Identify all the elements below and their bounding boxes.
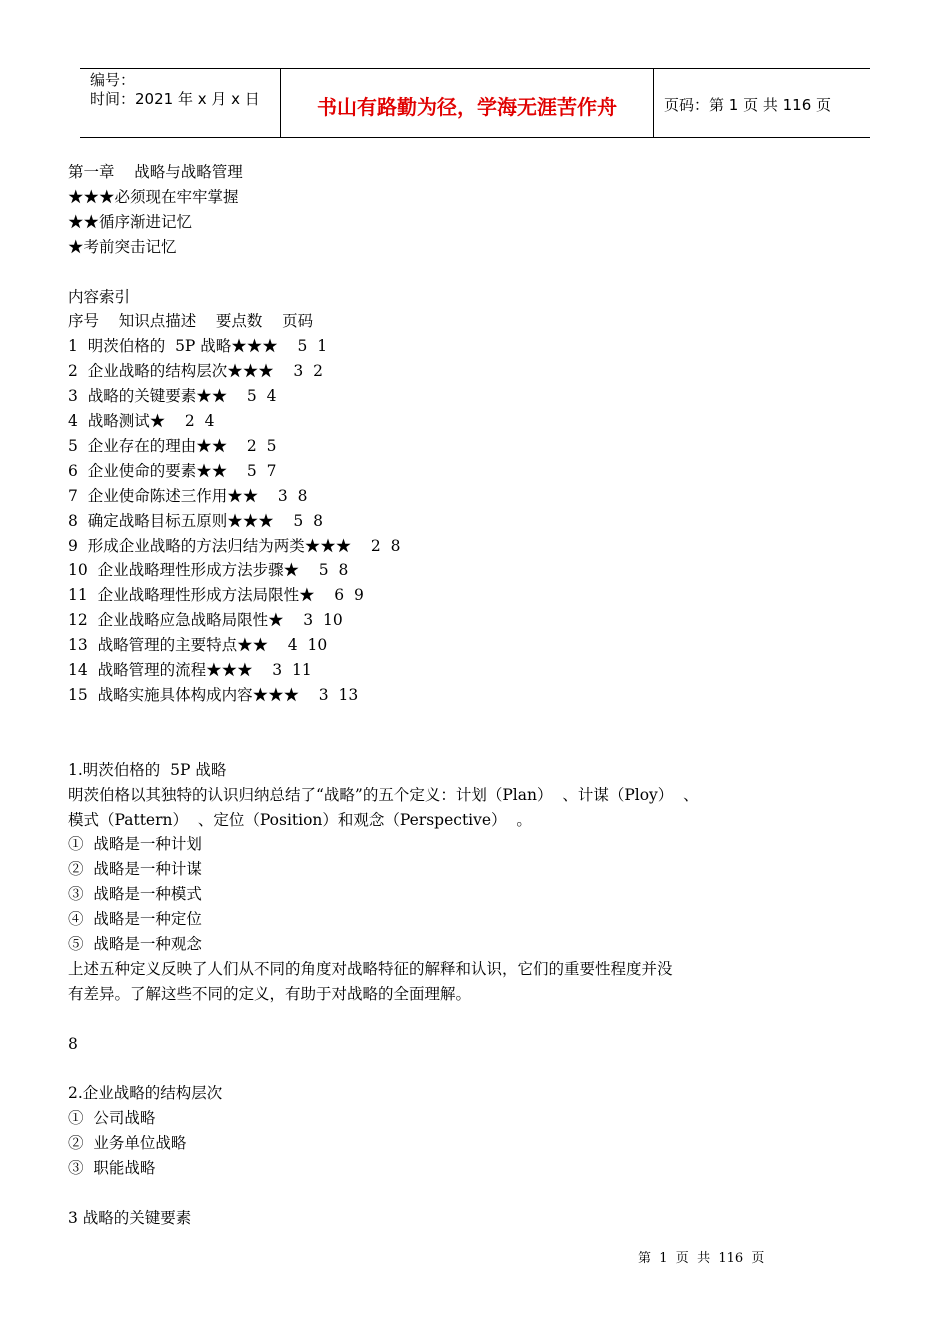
index-row: 8 确定战略目标五原则★★★ 5 8: [68, 511, 324, 530]
index-row: 13 战略管理的主要特点★★ 4 10: [68, 636, 328, 655]
index-row: 5 企业存在的理由★★ 2 5: [68, 436, 277, 455]
document-header: [80, 68, 870, 138]
index-row: 4 战略测试★ 2 4: [68, 412, 215, 431]
section-1-summary: 上述五种定义反映了人们从不同的角度对战略特征的解释和认识，它们的重要性程度并没: [68, 959, 673, 978]
section-1-item: ② 战略是一种计谋: [68, 860, 202, 879]
index-row: 2 企业战略的结构层次★★★ 3 2: [68, 362, 324, 381]
number-label: 编号：: [90, 71, 136, 89]
section-1-item: ④ 战略是一种定位: [68, 910, 202, 929]
section-2-item: ② 业务单位战略: [68, 1134, 187, 1153]
header-motto: 书山有路勤为径，学海无涯苦作舟: [281, 69, 654, 137]
legend-line: ★★循序渐进记忆: [68, 212, 193, 231]
time-label: 时间：2021 年 x 月 x 日: [90, 90, 260, 108]
header-meta-cell: [80, 69, 281, 137]
index-row: 6 企业使命的要素★★ 5 7: [68, 461, 277, 480]
legend-line: ★★★必须现在牢牢掌握: [68, 187, 239, 206]
chapter-title: 第一章 战略与战略管理: [68, 163, 243, 181]
index-row: 9 形成企业战略的方法归结为两类★★★ 2 8: [68, 536, 401, 555]
page-footer: 第 1 页 共 116 页: [638, 1251, 765, 1266]
section-2-title: 2.企业战略的结构层次: [68, 1084, 223, 1103]
section-1-intro: 明茨伯格以其独特的认识归纳总结了“战略”的五个定义：计划（Plan） 、计谋（Ploy） 、: [68, 785, 699, 804]
document-body: [68, 160, 788, 1231]
index-columns: 序号 知识点描述 要点数 页码: [68, 312, 314, 331]
section-1-title: 1.明茨伯格的 5P 战略: [68, 760, 227, 779]
index-title: 内容索引: [68, 287, 131, 306]
section-2-item: ③ 职能战略: [68, 1159, 156, 1178]
section-1-summary: 有差异。了解这些不同的定义，有助于对战略的全面理解。: [68, 984, 472, 1003]
index-row: 14 战略管理的流程★★★ 3 11: [68, 661, 312, 680]
index-row: 11 企业战略理性形成方法局限性★ 6 9: [68, 586, 364, 605]
index-row: 15 战略实施具体构成内容★★★ 3 13: [68, 686, 359, 705]
section-1-item: ③ 战略是一种模式: [68, 885, 202, 904]
standalone-number: 8: [68, 1034, 78, 1053]
section-3-title: 3 战略的关键要素: [68, 1208, 192, 1227]
index-row: 3 战略的关键要素★★ 5 4: [68, 387, 277, 406]
index-row: 1 明茨伯格的 5P 战略★★★ 5 1: [68, 337, 328, 356]
section-1-item: ⑤ 战略是一种观念: [68, 935, 202, 954]
section-1-item: ① 战略是一种计划: [68, 835, 202, 854]
section-1-intro: 模式（Pattern） 、定位（Position）和观念（Perspective） 。: [68, 810, 532, 829]
legend-line: ★考前突击记忆: [68, 237, 177, 256]
index-row: 10 企业战略理性形成方法步骤★ 5 8: [68, 561, 349, 580]
index-row: 7 企业使命陈述三作用★★ 3 8: [68, 486, 308, 505]
index-row: 12 企业战略应急战略局限性★ 3 10: [68, 611, 343, 630]
header-page-label: 页码：第 1 页 共 116 页: [664, 95, 832, 114]
section-2-item: ① 公司战略: [68, 1109, 156, 1128]
